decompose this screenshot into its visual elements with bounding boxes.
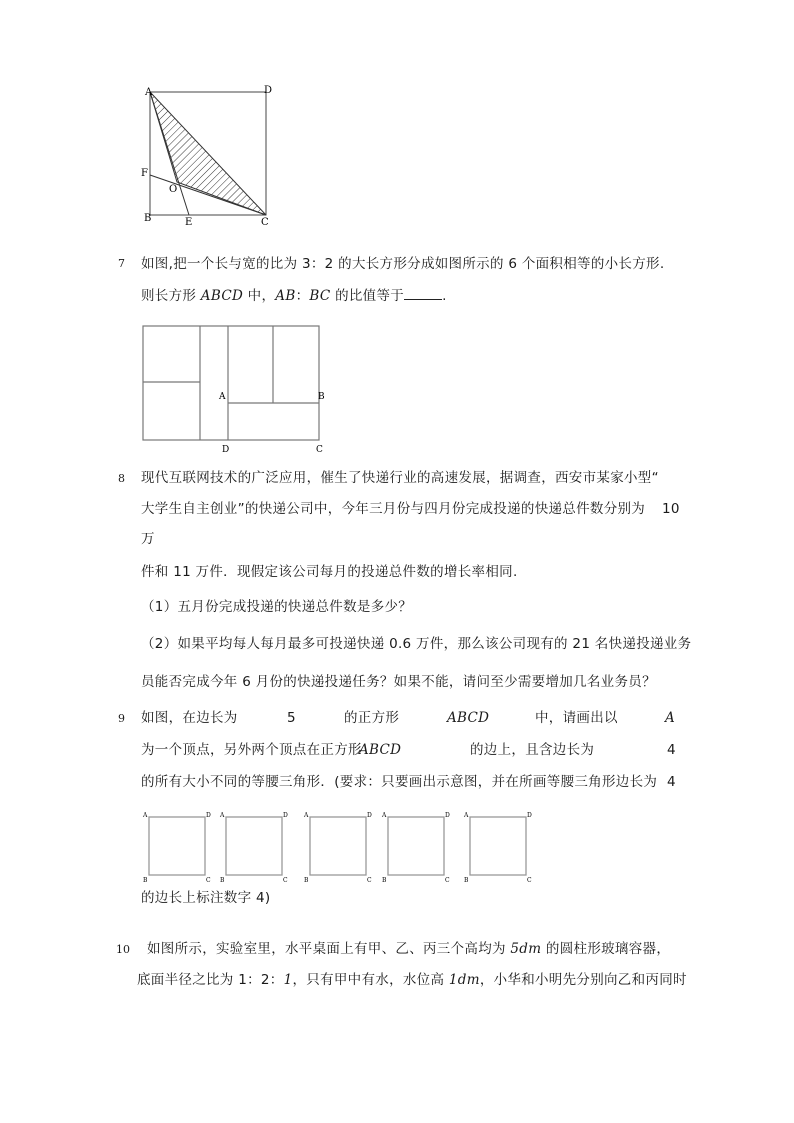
sq2-label-a: A bbox=[220, 812, 225, 819]
q10-line2e: ，小华和小明先分别向乙和丙同时 bbox=[479, 972, 687, 988]
q10-line2a: 底面半径之比为 1：2： bbox=[137, 972, 284, 988]
q8-number: 8 bbox=[118, 472, 125, 485]
sq1-label-a: A bbox=[143, 812, 148, 819]
q10-ratio-1: 1 bbox=[283, 972, 293, 988]
sq5-label-d: D bbox=[527, 812, 532, 819]
q9-l1e: 中，请画出以 bbox=[535, 710, 618, 726]
sq4-label-b: B bbox=[382, 877, 387, 884]
label-o: O bbox=[169, 184, 178, 195]
sq1-label-c: C bbox=[206, 877, 211, 884]
q9-l4: 的边长上标注数字 4) bbox=[141, 890, 271, 906]
square-5 bbox=[463, 812, 532, 884]
sq3-label-c: C bbox=[367, 877, 372, 884]
label-d: D bbox=[264, 85, 273, 96]
sq4-label-c: C bbox=[445, 877, 450, 884]
label-a: A bbox=[145, 87, 153, 98]
q7-label-b: B bbox=[318, 392, 325, 402]
sq3-label-d: D bbox=[367, 812, 372, 819]
q7-line2-mid: 中， bbox=[243, 288, 276, 304]
shaded-triangle-aoc bbox=[150, 92, 266, 215]
q7-line2 bbox=[141, 287, 447, 305]
q7-colon: ： bbox=[295, 288, 310, 304]
q7-bc: BC bbox=[309, 288, 331, 304]
label-c: C bbox=[261, 217, 269, 228]
q7-line2-prefix: 则长方形 bbox=[141, 288, 201, 304]
figure-six-rectangles bbox=[140, 322, 330, 457]
q8-sub2: （2）如果平均每人每月最多可投递快递 0.6 万件，那么该公司现有的 21 名快递投递业务 bbox=[141, 636, 692, 652]
sq1-label-d: D bbox=[206, 812, 211, 819]
q8-line2b: 10 bbox=[662, 501, 680, 517]
sq2-label-c: C bbox=[283, 877, 288, 884]
q8-sub1: （1）五月份完成投递的快递总件数是多少？ bbox=[141, 599, 413, 615]
label-b: B bbox=[144, 213, 152, 224]
q9-number: 9 bbox=[118, 712, 125, 725]
sq1-label-b: B bbox=[143, 877, 148, 884]
q9-l1a: 如图，在边长为 bbox=[141, 710, 238, 726]
sq2-label-d: D bbox=[283, 812, 288, 819]
q9-l2b: ABCD bbox=[359, 742, 402, 758]
square-4 bbox=[381, 812, 450, 884]
sq5-label-a: A bbox=[464, 812, 469, 819]
q9-l1d: ABCD bbox=[447, 710, 490, 726]
q10-1dm: 1dm bbox=[448, 972, 480, 988]
q7-label-c: C bbox=[316, 445, 323, 455]
q10-line2 bbox=[137, 971, 687, 989]
q7-line2-end: . bbox=[442, 288, 447, 304]
big-rectangle bbox=[143, 326, 319, 440]
q8-sub2b: 员能否完成今年 6 月份的快递投递任务？如果不能，请问至少需要增加几名业务员？ bbox=[141, 674, 656, 690]
sq3-label-a: A bbox=[304, 812, 309, 819]
q7-abcd: ABCD bbox=[200, 288, 244, 304]
q10-5dm: 5dm bbox=[510, 941, 542, 957]
q7-line1: 如图,把一个长与宽的比为 3：2 的大长方形分成如图所示的 6 个面积相等的小长方形. bbox=[141, 256, 665, 272]
q9-l2d: 4 bbox=[667, 742, 676, 758]
q10-line2c: ，只有甲中有水，水位高 bbox=[292, 972, 449, 988]
sq4-label-a: A bbox=[382, 812, 387, 819]
q7-number: 7 bbox=[118, 257, 125, 270]
label-e: E bbox=[185, 217, 193, 228]
q8-line4: 件和 11 万件．现假定该公司每月的投递总件数的增长率相同. bbox=[141, 564, 518, 580]
q7-answer-blank[interactable] bbox=[404, 287, 442, 300]
figure-five-squares bbox=[140, 808, 540, 886]
q9-l1c: 的正方形 bbox=[344, 710, 400, 726]
square-3 bbox=[303, 812, 372, 884]
sq4-label-d: D bbox=[445, 812, 450, 819]
figure-square-shaded-triangle bbox=[135, 80, 285, 230]
square-1 bbox=[142, 812, 211, 884]
q10-line1c: 的圆柱形玻璃容器， bbox=[541, 941, 671, 957]
label-f: F bbox=[141, 168, 148, 179]
sq2-label-b: B bbox=[220, 877, 225, 884]
square-2 bbox=[219, 812, 288, 884]
q8-line3: 万 bbox=[141, 531, 155, 547]
q10-number: 10 bbox=[116, 943, 130, 956]
q10-line1a: 如图所示，实验室里，水平桌面上有甲、乙、丙三个高均为 bbox=[147, 941, 511, 957]
sq3-label-b: B bbox=[304, 877, 309, 884]
q7-ab: AB bbox=[275, 288, 296, 304]
q9-l3a: 的所有大小不同的等腰三角形．(要求：只要画出示意图，并在所画等腰三角形边长为 bbox=[141, 774, 658, 790]
q9-l3b: 4 bbox=[667, 774, 676, 790]
q7-label-a: A bbox=[219, 392, 226, 402]
q9-l1b: 5 bbox=[287, 710, 296, 726]
q9-l1f: A bbox=[665, 710, 676, 726]
q8-line2a: 大学生自主创业”的快递公司中，今年三月份与四月份完成投递的快递总件数分别为 bbox=[141, 501, 646, 517]
q9-l2a: 为一个顶点，另外两个顶点在正方形 bbox=[141, 742, 362, 758]
sq5-label-b: B bbox=[464, 877, 469, 884]
q7-label-d: D bbox=[222, 445, 230, 455]
q7-line2-suffix: 的比值等于 bbox=[330, 288, 405, 304]
q10-line1 bbox=[147, 940, 670, 958]
q8-line1: 现代互联网技术的广泛应用，催生了快递行业的高速发展，据调查，西安市某家小型“ bbox=[141, 470, 659, 486]
q9-l2c: 的边上，且含边长为 bbox=[470, 742, 595, 758]
sq5-label-c: C bbox=[527, 877, 532, 884]
